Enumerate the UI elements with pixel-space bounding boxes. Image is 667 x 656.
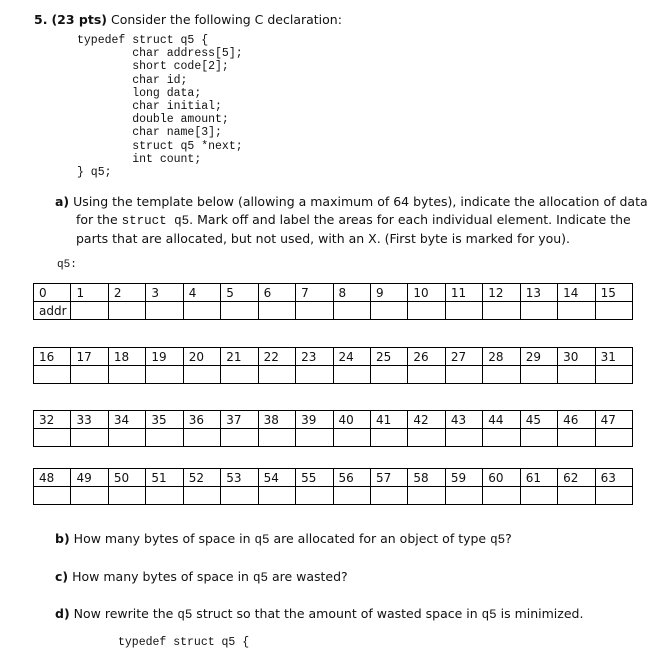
byte-number: 42 [408,411,445,429]
byte-number: 16 [34,348,71,366]
byte-number: 54 [258,469,295,487]
byte-number: 14 [558,284,595,302]
part-a-line3: parts that are allocated, but not used, with an X. (First byte is marked for you). [76,231,571,246]
byte-number: 22 [258,348,295,366]
byte-number: 9 [370,284,407,302]
byte-cell[interactable] [520,302,557,320]
byte-cell[interactable] [258,302,295,320]
byte-cell[interactable] [445,366,482,384]
declaration-line: typedef struct q5 { [77,34,209,47]
byte-number: 29 [520,348,557,366]
byte-number: 12 [483,284,520,302]
declaration-line: long data; [77,86,202,100]
part-a-line2-pre: for the [76,212,122,227]
byte-number: 45 [520,411,557,429]
part-d-code2: q5 [481,608,497,622]
byte-number: 30 [558,348,595,366]
byte-number: 25 [370,348,407,366]
byte-number: 31 [595,348,632,366]
byte-cell[interactable] [333,429,370,447]
byte-cell[interactable] [34,429,71,447]
declaration-line: char id; [77,73,188,87]
byte-number: 15 [595,284,632,302]
declaration-line: struct q5 *next; [77,139,243,153]
part-a [55,193,648,248]
byte-cell[interactable] [595,366,632,384]
byte-cell[interactable] [483,429,520,447]
byte-cell[interactable] [258,487,295,505]
byte-number: 56 [333,469,370,487]
byte-number: 53 [221,469,258,487]
declaration-line: short code[2]; [77,60,229,74]
byte-number: 21 [221,348,258,366]
byte-cell[interactable] [483,487,520,505]
byte-number: 44 [483,411,520,429]
byte-number: 51 [146,469,183,487]
byte-number: 23 [296,348,333,366]
byte-cell[interactable] [146,429,183,447]
byte-number: 36 [183,411,220,429]
byte-cell[interactable] [258,366,295,384]
byte-number: 19 [146,348,183,366]
byte-cell[interactable] [296,487,333,505]
byte-cell[interactable] [183,429,220,447]
byte-cell[interactable] [445,302,482,320]
byte-cell[interactable] [333,302,370,320]
byte-cell[interactable] [520,366,557,384]
byte-cell[interactable] [221,302,258,320]
byte-number: 35 [146,411,183,429]
byte-cell[interactable] [595,429,632,447]
byte-cell[interactable] [520,487,557,505]
question-points: (23 pts) [51,12,107,27]
part-c-pre: How many bytes of space in [72,569,253,584]
byte-cell[interactable] [258,429,295,447]
byte-cell[interactable] [146,487,183,505]
byte-number: 28 [483,348,520,366]
declaration-line: char name[3]; [77,126,222,140]
part-a-line2-post: . Mark off and label the areas for each individual element. Indicate the [189,212,631,227]
byte-cell[interactable] [595,487,632,505]
part-d-label: d) [55,606,70,621]
part-d [55,605,583,624]
byte-number: 6 [258,284,295,302]
byte-cell[interactable] [71,487,108,505]
byte-cell[interactable] [445,487,482,505]
byte-number: 4 [183,284,220,302]
byte-cell[interactable] [221,429,258,447]
byte-cell[interactable] [108,429,145,447]
byte-cell[interactable] [183,302,220,320]
byte-number: 47 [595,411,632,429]
declaration-line: int count; [77,152,202,166]
byte-cell[interactable] [408,366,445,384]
byte-cell[interactable] [333,487,370,505]
byte-number: 20 [183,348,220,366]
declaration-line: } q5; [77,166,112,180]
byte-number: 3 [146,284,183,302]
byte-number: 13 [520,284,557,302]
byte-cell[interactable] [370,366,407,384]
byte-cell[interactable] [370,302,407,320]
byte-number: 55 [296,469,333,487]
part-c-label: c) [55,569,69,584]
byte-number: 0 [34,284,71,302]
part-a-label: a) [55,194,70,209]
declaration-line: char address[5]; [77,47,243,61]
byte-number: 43 [445,411,482,429]
part-c [55,568,348,587]
byte-cell[interactable] [221,487,258,505]
byte-cell[interactable] [333,366,370,384]
question-prompt: Consider the following C declaration: [110,12,342,27]
byte-number: 5 [221,284,258,302]
byte-cell[interactable] [34,366,71,384]
part-d-code: q5 [177,608,193,622]
byte-cell[interactable] [108,302,145,320]
byte-number: 39 [296,411,333,429]
byte-cell[interactable] [183,487,220,505]
part-a-code: struct q5 [121,214,190,228]
part-b-pre: How many bytes of space in [73,531,255,546]
byte-number: 17 [71,348,108,366]
byte-number: 26 [408,348,445,366]
part-c-code: q5 [252,571,268,585]
part-b-code: q5 [254,533,270,547]
byte-number: 49 [71,469,108,487]
part-a-line1: Using the template below (allowing a maximum of 64 bytes), indicate the allocation of data [73,194,648,209]
byte-number: 27 [445,348,482,366]
byte-cell[interactable] [483,302,520,320]
byte-cell[interactable] [296,429,333,447]
byte-number: 37 [221,411,258,429]
byte-number: 18 [108,348,145,366]
byte-number: 61 [520,469,557,487]
byte-cell[interactable] [34,487,71,505]
byte-cell[interactable] [370,429,407,447]
part-b-label: b) [55,531,70,546]
byte-table [33,468,633,505]
byte-cell[interactable] [296,366,333,384]
struct-declaration [77,34,243,179]
byte-cell[interactable] [483,366,520,384]
part-d-post: is minimized. [496,606,584,621]
byte-cell[interactable] [370,487,407,505]
part-b-code2: q5 [490,533,506,547]
byte-cell[interactable] [558,487,595,505]
byte-cell[interactable] [408,429,445,447]
byte-number: 48 [34,469,71,487]
byte-number: 62 [558,469,595,487]
byte-cell[interactable] [146,366,183,384]
byte-cell[interactable] [558,302,595,320]
rewrite-start: typedef struct q5 { [118,636,250,649]
byte-cell[interactable] [408,487,445,505]
byte-table [33,410,633,447]
part-d-mid: struct so that the amount of wasted space in [192,606,482,621]
byte-number: 11 [445,284,482,302]
byte-number: 50 [108,469,145,487]
byte-cell[interactable] [108,366,145,384]
byte-cell[interactable] [71,429,108,447]
byte-cell[interactable] [445,429,482,447]
byte-number: 32 [34,411,71,429]
byte-cell[interactable] [520,429,557,447]
declaration-line: char initial; [77,100,222,114]
byte-cell[interactable] [71,302,108,320]
q5-label: q5: [57,259,77,271]
byte-cell[interactable] [71,366,108,384]
byte-cell[interactable] [108,487,145,505]
byte-number: 2 [108,284,145,302]
part-b-post: are allocated for an object of type [269,531,491,546]
part-b [55,530,512,549]
byte-cell[interactable] [408,302,445,320]
byte-number: 46 [558,411,595,429]
byte-cell[interactable] [296,302,333,320]
byte-cell[interactable] [595,302,632,320]
byte-number: 7 [296,284,333,302]
byte-number: 58 [408,469,445,487]
byte-number: 34 [108,411,145,429]
byte-number: 24 [333,348,370,366]
byte-number: 38 [258,411,295,429]
byte-number: 57 [370,469,407,487]
byte-cell[interactable] [183,366,220,384]
question-number: 5. [34,12,48,27]
byte-number: 1 [71,284,108,302]
byte-cell[interactable]: addr [34,302,71,320]
byte-cell[interactable] [558,429,595,447]
byte-table [33,347,633,384]
byte-number: 40 [333,411,370,429]
byte-number: 41 [370,411,407,429]
declaration-line: double amount; [77,113,229,127]
byte-number: 59 [445,469,482,487]
byte-number: 60 [483,469,520,487]
byte-cell[interactable] [146,302,183,320]
byte-number: 52 [183,469,220,487]
part-c-post: are wasted? [267,569,348,584]
byte-number: 8 [333,284,370,302]
byte-number: 10 [408,284,445,302]
part-d-pre: Now rewrite the [73,606,178,621]
question-title [34,12,342,27]
byte-table [33,283,633,320]
byte-number: 33 [71,411,108,429]
byte-number: 63 [595,469,632,487]
part-b-post2: ? [505,531,512,546]
byte-cell[interactable] [558,366,595,384]
byte-cell[interactable] [221,366,258,384]
